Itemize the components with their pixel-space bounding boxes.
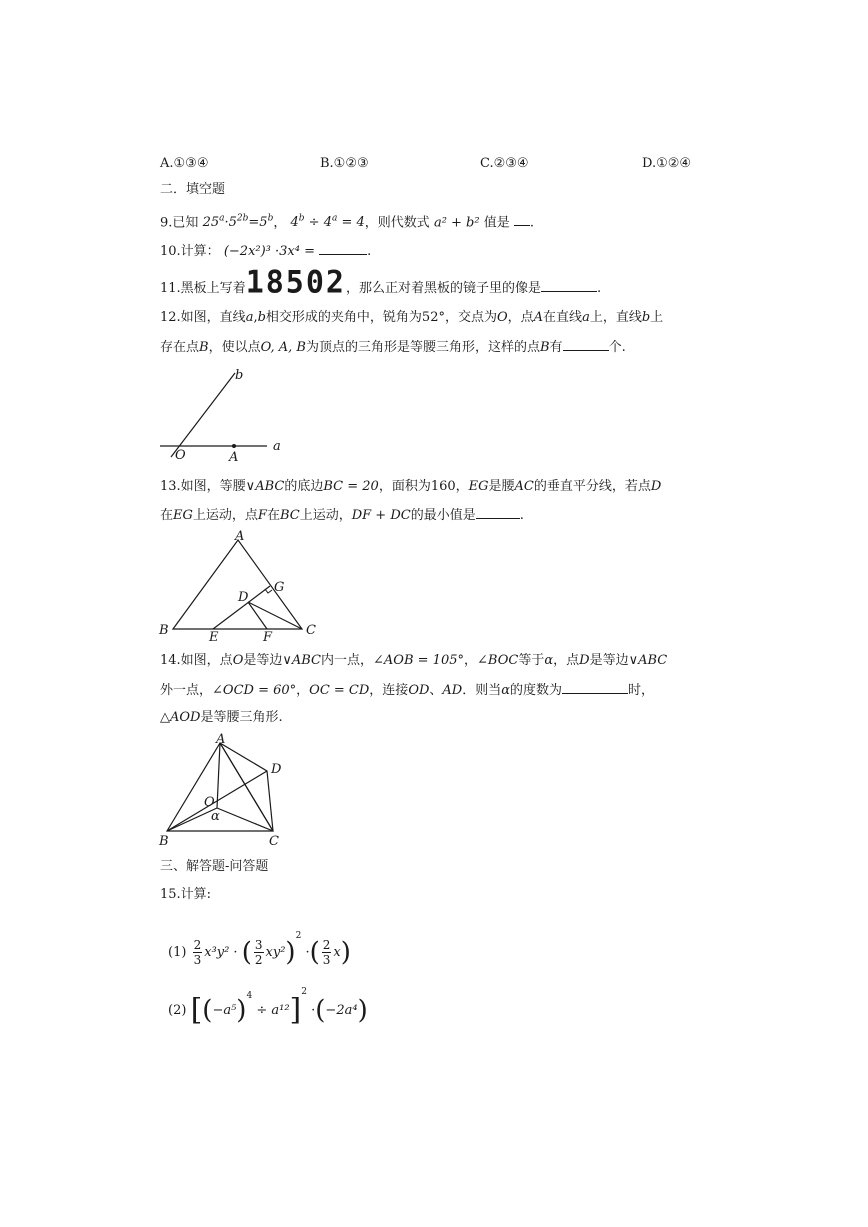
q9-expr3: =5 <box>248 215 268 231</box>
question-14-line3 <box>160 709 283 727</box>
q12-var-b-point: B <box>199 340 209 355</box>
q14-text: 的度数为 <box>510 683 563 698</box>
q12-var-a-point: A <box>533 310 544 325</box>
q14-var: ∠BOC <box>477 653 519 668</box>
section-heading-fill-blank: 二．填空题 <box>160 182 226 197</box>
point-a-dot <box>232 444 236 448</box>
exponent: 2 <box>295 931 302 941</box>
denominator: 2 <box>254 953 263 967</box>
q15-p1-dot: · <box>305 945 310 960</box>
option-c: C.②③④ <box>480 156 529 171</box>
label-a-point: A <box>229 450 239 465</box>
q13-var: D <box>650 479 662 494</box>
q14-text: 14.如图，点 <box>160 653 233 668</box>
q12-text: 上 <box>650 310 664 325</box>
q12-text: 在直线 <box>543 310 583 325</box>
q12-text: 个. <box>608 340 626 355</box>
q14-text: ， <box>296 683 310 698</box>
label-b: b <box>235 368 244 383</box>
q9-answer-blank[interactable] <box>514 213 530 226</box>
q14-var: ABC <box>638 653 668 668</box>
question-11 <box>160 264 602 305</box>
numerator: 2 <box>322 938 331 952</box>
line-ao <box>217 743 220 808</box>
q14-var: AOD <box>170 710 201 725</box>
label-alpha: α <box>211 809 220 824</box>
label-C: C <box>306 623 316 638</box>
q14-text: 是等腰三角形. <box>200 710 283 725</box>
label-B: B <box>159 834 169 849</box>
q14-text: 是等边∨ <box>589 653 639 668</box>
q15-p2-term: −a⁵ <box>212 1003 237 1018</box>
exponent: 4 <box>246 991 253 1001</box>
label-A: A <box>235 529 245 544</box>
q13-answer-blank[interactable] <box>476 506 520 519</box>
q14-var: ABC <box>291 653 322 668</box>
fraction <box>254 938 264 967</box>
q9-text2: ，则代数式 <box>364 215 430 231</box>
q15-p1-label: (1) <box>168 945 187 960</box>
q14-text: 时， <box>628 683 655 698</box>
right-angle-mark <box>265 589 272 593</box>
q9-text1: 已知 <box>172 215 199 231</box>
figure-12-intersecting-lines <box>155 365 295 465</box>
q13-text: 是腰 <box>488 479 515 494</box>
denominator: 3 <box>322 953 331 967</box>
q9-expr1: 25 <box>202 215 220 231</box>
q14-var: ∠AOB = 105° <box>373 653 464 668</box>
question-12-line2 <box>160 338 626 357</box>
q15-p2-dot: · <box>311 1003 316 1018</box>
q14-var: O <box>232 653 244 668</box>
q13-var: DF + DC <box>351 508 411 523</box>
q14-text: 内一点， <box>321 653 374 668</box>
q13-var: BC <box>279 508 300 523</box>
label-A: A <box>216 733 226 747</box>
numerator: 2 <box>193 938 202 952</box>
label-D: D <box>238 590 249 605</box>
line-dc <box>248 602 302 629</box>
q13-text: . <box>519 508 524 523</box>
option-a: A.①③④ <box>160 156 209 171</box>
q12-text: ，点 <box>507 310 534 325</box>
q13-text: 上运动， <box>299 508 352 523</box>
q10-prefix: 10.计算： <box>160 244 220 259</box>
q14-text: 外一点， <box>160 683 213 698</box>
q14-var: AD <box>442 683 463 698</box>
q14-text: 等于 <box>518 653 545 668</box>
q14-var: OD <box>408 683 430 698</box>
blackboard-number: 18502 <box>245 264 346 301</box>
line-oc <box>217 808 273 831</box>
q15-p1-term: xy² <box>265 945 286 960</box>
label-a-line: a <box>273 439 281 454</box>
q13-var: EG <box>468 479 489 494</box>
q12-comma: , <box>253 310 258 325</box>
q13-text: 上运动，点 <box>192 508 258 523</box>
q12-text: 存在点 <box>160 340 200 355</box>
fraction <box>193 938 203 967</box>
option-b: B.①②③ <box>320 156 369 171</box>
line-b <box>171 373 235 457</box>
triangle-abc <box>167 743 273 831</box>
q13-text: 的底边 <box>284 479 324 494</box>
q12-text: 有 <box>549 340 563 355</box>
q15-p1-term: x <box>333 945 341 960</box>
q14-text: △ <box>160 710 170 725</box>
label-E: E <box>209 630 219 643</box>
q12-var-o: O <box>496 310 508 325</box>
q9-expr2: ·5 <box>224 215 237 231</box>
question-9: 9.已知 $25^a\cdot 5^{2b}=5^b$， $4^b \div 4^a = 4$，则代数式 a² + b² 值是 . <box>160 214 535 231</box>
q13-text: 的垂直平分线，若点 <box>533 479 651 494</box>
label-G: G <box>274 580 285 595</box>
exponent: 2 <box>301 987 307 997</box>
label-O: O <box>204 795 215 810</box>
q12-text: 上，直线 <box>589 310 642 325</box>
q12-text: ，使以点 <box>208 340 261 355</box>
q10-expr: (−2x²)³ ·3x⁴ = <box>223 244 315 259</box>
q9-num: 9. <box>160 215 173 231</box>
q12-var-b: b <box>641 310 651 325</box>
q14-var: D <box>579 653 590 668</box>
q13-var: BC = 20 <box>323 479 379 494</box>
q13-var: F <box>257 508 267 523</box>
q15-p2-term: ÷ a¹² <box>256 1003 290 1018</box>
question-15-prefix: 15.计算: <box>160 887 212 902</box>
q13-text: 13.如图，等腰∨ <box>160 479 256 494</box>
q9-expr7: a² + b² <box>433 215 480 231</box>
label-C: C <box>269 834 279 849</box>
q12-var-b-point: B <box>539 340 550 355</box>
option-d: D.①②④ <box>642 156 692 171</box>
figure-14-equilateral-triangle <box>155 733 295 853</box>
q14-text: 、 <box>429 683 443 698</box>
q14-text: ，点 <box>553 653 580 668</box>
q11-end: . <box>597 281 602 296</box>
numerator: 3 <box>254 938 263 952</box>
line-df <box>248 602 267 629</box>
q15-p2-label: (2) <box>168 1003 187 1018</box>
q12-text: 12.如图，直线 <box>160 310 246 325</box>
question-15-part-2: (2) $[(-a^5)^4 \div a^{12}]^2 \cdot(-2a^4)$ <box>168 987 368 1028</box>
label-F: F <box>263 630 273 643</box>
question-12-line1 <box>160 309 663 327</box>
q12-text: 相交形成的夹角中，锐角为52°，交点为 <box>265 310 497 325</box>
question-13-line2 <box>160 506 524 525</box>
figure-13-isosceles-triangle <box>155 528 325 643</box>
question-15-part-1: (1) $\frac{2}{3}$ x³y² · ( $\frac{3}{2}$ xy²)$^2$ ·( $\frac{2}{3}$ x) <box>168 931 351 968</box>
q14-text: ， <box>464 653 478 668</box>
label-B: B <box>159 623 169 638</box>
q14-var: ∠OCD = 60° <box>212 683 297 698</box>
question-10 <box>160 242 371 261</box>
q14-var: α <box>501 683 511 698</box>
q12-points: O, A, B <box>260 340 306 355</box>
q14-answer-blank[interactable] <box>562 681 628 694</box>
q11-suffix: ，那么正对着黑板的镜子里的像是 <box>346 281 542 296</box>
q15-p1-term: x³y² · <box>204 945 238 960</box>
fraction <box>322 938 332 967</box>
q14-var: OC = CD <box>309 683 370 698</box>
q12-var-a: a <box>582 310 590 325</box>
q13-text: 在 <box>160 508 174 523</box>
q10-end: . <box>367 244 372 259</box>
q14-text: ．则当 <box>462 683 502 698</box>
q15-p2-term: −2a⁴ <box>325 1003 358 1018</box>
denominator: 3 <box>193 953 202 967</box>
q13-var: EG <box>173 508 193 523</box>
q13-var: AC <box>514 479 534 494</box>
q9-sep: ， <box>273 215 287 231</box>
q14-text: ，连接 <box>369 683 409 698</box>
section-heading-answer: 三、解答题-问答题 <box>160 859 269 874</box>
q9-expr6: = 4 <box>341 215 365 231</box>
q9-text3: 值是 <box>483 215 510 231</box>
question-13-line1 <box>160 478 661 496</box>
q12-text: 为顶点的三角形是等腰三角形，这样的点 <box>305 340 540 355</box>
line-ac <box>220 743 273 831</box>
q13-var: ABC <box>255 479 285 494</box>
question-14-line1 <box>160 652 667 670</box>
q9-expr4: 4 <box>290 215 299 231</box>
q13-text: 在 <box>266 508 280 523</box>
q10-answer-blank[interactable] <box>319 242 367 255</box>
question-14-line2 <box>160 681 654 700</box>
q12-var-b: b <box>257 310 266 325</box>
q11-prefix: 11.黑板上写着 <box>160 281 246 296</box>
q13-text: ，面积为160， <box>378 479 469 494</box>
label-o: O <box>175 448 186 463</box>
label-D: D <box>271 762 282 777</box>
q9-expr5: ÷ 4 <box>308 215 332 231</box>
q11-answer-blank[interactable] <box>541 279 597 292</box>
q14-text: 是等边∨ <box>243 653 292 668</box>
q14-var: α <box>544 653 554 668</box>
q12-var-a: a <box>245 310 254 325</box>
q13-text: 的最小值是 <box>410 508 476 523</box>
q12-answer-blank[interactable] <box>563 338 609 351</box>
